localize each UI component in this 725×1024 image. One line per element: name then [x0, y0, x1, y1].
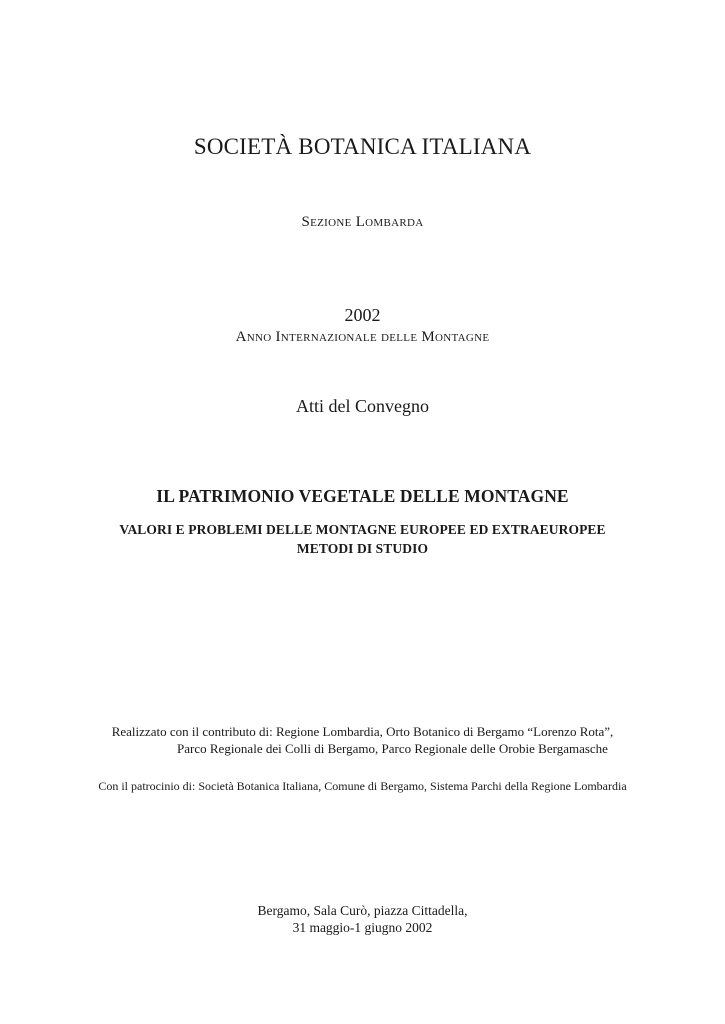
- venue-dates: 31 maggio-1 giugno 2002: [292, 920, 433, 935]
- society-name: SOCIETÀ BOTANICA ITALIANA: [193, 134, 532, 159]
- proceedings-label: Atti del Convegno: [296, 396, 429, 416]
- contribution-credits: Realizzato con il contributo di: Regione Lombardia, Orto Botanico di Bergamo “Lorenzo Rota”,: [111, 724, 614, 739]
- patronage-credits: Con il patrocinio di: Società Botanica Italiana, Comune di Bergamo, Sistema Parchi della Regione Lombardia: [98, 779, 627, 793]
- event-year-title: Anno Internazionale delle Montagne: [235, 329, 490, 345]
- venue-location: Bergamo, Sala Curò, piazza Cittadella,: [257, 903, 468, 918]
- document-subtitle-second-line: METODI DI STUDIO: [296, 541, 429, 556]
- contribution-credits-continued: Parco Regionale dei Colli di Bergamo, Parco Regionale delle Orobie Bergamasche: [177, 741, 608, 756]
- document-subtitle: VALORI E PROBLEMI DELLE MONTAGNE EUROPEE ED EXTRAEUROPEE: [119, 522, 606, 537]
- event-year: 2002: [344, 305, 381, 325]
- section-name: Sezione Lombarda: [301, 214, 424, 230]
- document-title: IL PATRIMONIO VEGETALE DELLE MONTAGNE: [156, 486, 569, 506]
